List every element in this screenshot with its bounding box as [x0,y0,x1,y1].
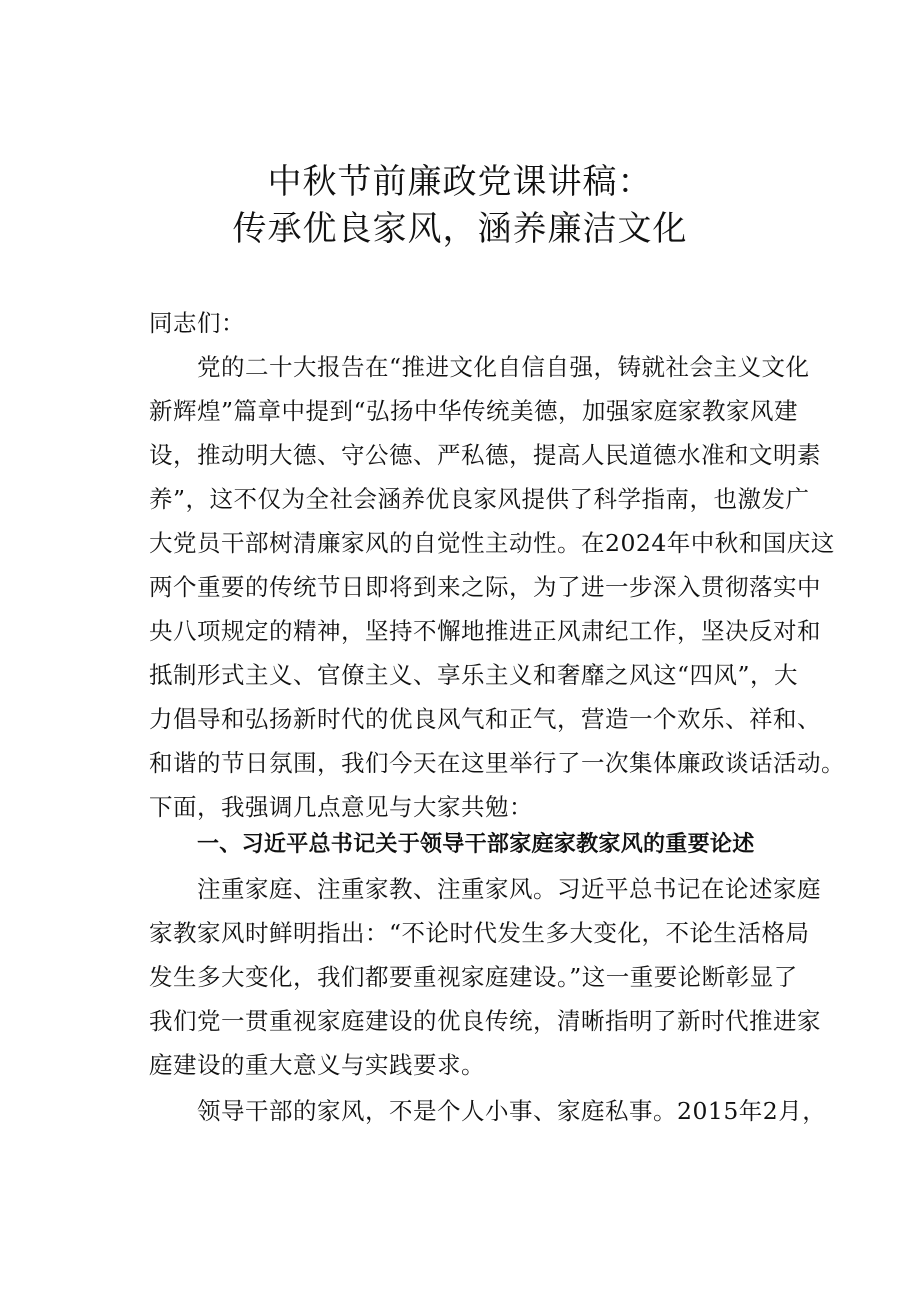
paragraph-1-line: 下面，我强调几点意见与大家共勉： [149,793,533,821]
paragraph-1-line: 央八项规定的精神，坚持不懈地推进正风肃纪工作，坚决反对和 [149,617,821,645]
paragraph-1-line: 力倡导和弘扬新时代的优良风气和正气，营造一个欢乐、祥和、 [149,705,821,733]
paragraph-2-line: 庭建设的重大意义与实践要求。 [149,1051,485,1079]
paragraph-1-line: 养”，这不仅为全社会涵养优良家风提供了科学指南，也激发广 [149,485,810,513]
paragraph-3-line: 领导干部的家风，不是个人小事、家庭私事。2015年2月， [197,1097,827,1125]
paragraph-1-line: 新辉煌”篇章中提到“弘扬中华传统美德，加强家庭家教家风建 [149,397,799,425]
title-line-2: 传承优良家风，涵养廉洁文化 [232,209,688,249]
paragraph-1-line: 设，推动明大德、守公德、严私德，提高人民道德水准和文明素 [149,441,821,469]
paragraph-2-line: 注重家庭、注重家教、注重家风。习近平总书记在论述家庭 [197,875,821,903]
title-line-1: 中秋节前廉政党课讲稿： [267,162,653,202]
paragraph-1-line: 抵制形式主义、官僚主义、享乐主义和奢靡之风这“四风”，大 [149,661,799,689]
section-1-heading: 一、习近平总书记关于领导干部家庭家教家风的重要论述 [197,832,755,857]
paragraph-2-line: 我们党一贯重视家庭建设的优良传统，清晰指明了新时代推进家 [149,1007,821,1035]
paragraph-1-line: 大党员干部树清廉家风的自觉性主动性。在2024年中秋和国庆这 [149,529,835,557]
paragraph-1-line: 和谐的节日氛围，我们今天在这里举行了一次集体廉政谈话活动。 [149,749,845,777]
paragraph-2-line: 发生多大变化，我们都要重视家庭建设。”这一重要论断彰显了 [149,963,798,991]
salutation: 同志们： [149,309,245,337]
paragraph-1-line: 党的二十大报告在“推进文化自信自强，铸就社会主义文化 [197,353,810,381]
paragraph-1-line: 两个重要的传统节日即将到来之际，为了进一步深入贯彻落实中 [149,573,821,601]
paragraph-2-line: 家教家风时鲜明指出：“不论时代发生多大变化，不论生活格局 [149,919,810,947]
